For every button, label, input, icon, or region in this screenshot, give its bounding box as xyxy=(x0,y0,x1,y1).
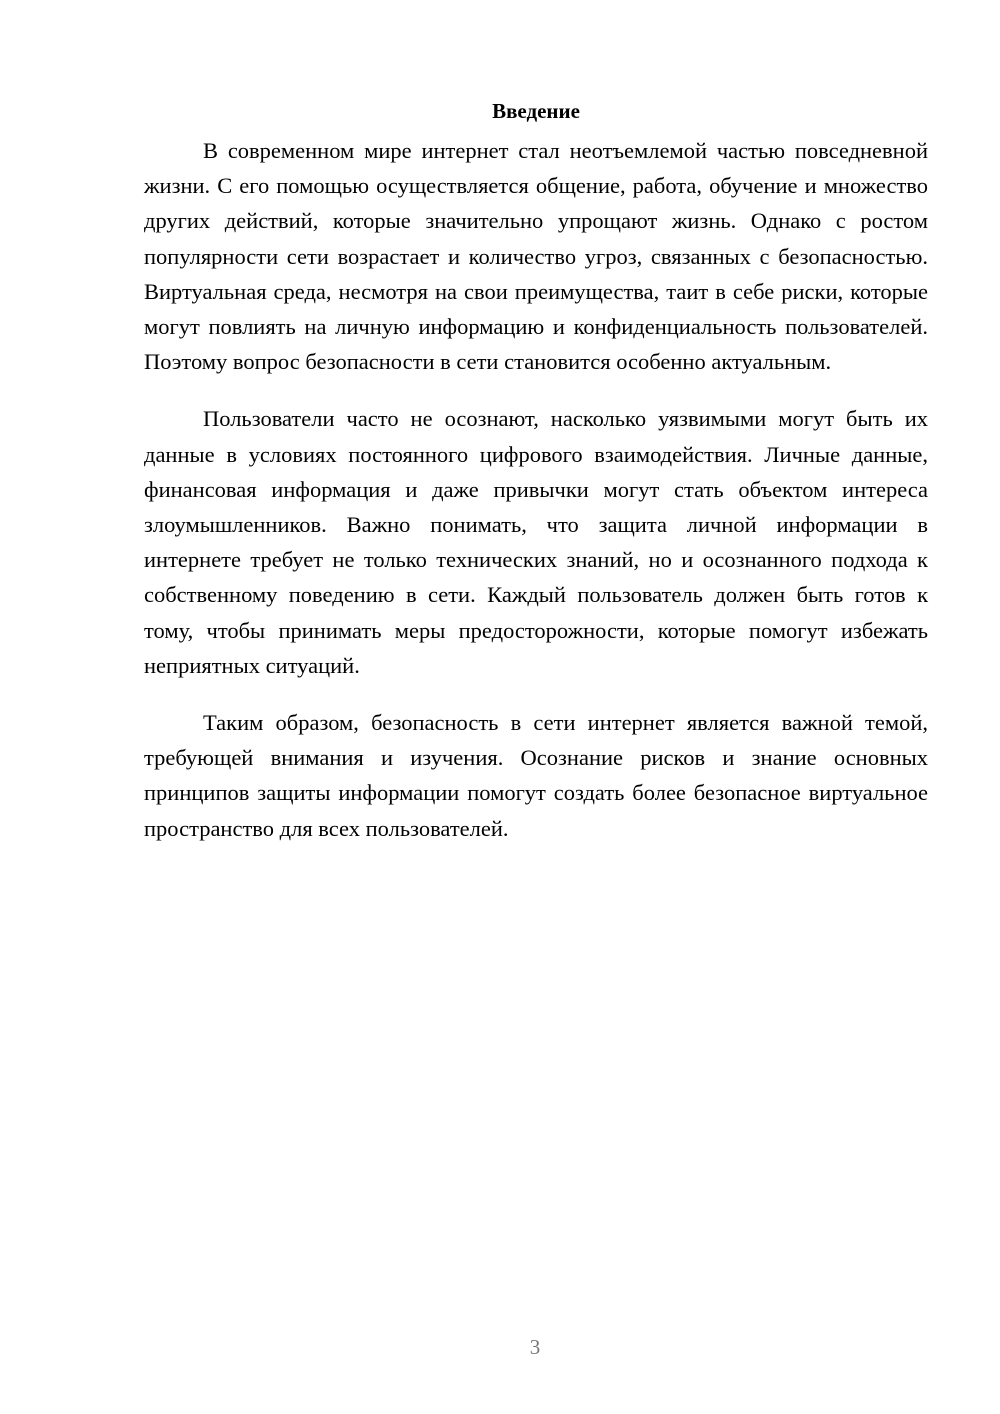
paragraph-3: Таким образом, безопасность в сети интернет является важной темой, требующей внимания и изучения. Осознание рисков и знание основных принципов защиты информации помогут создать более безопасное виртуальное пространство для всех пользователей. xyxy=(144,710,928,841)
section-heading: Введение xyxy=(492,99,580,123)
page-content xyxy=(144,96,928,868)
page-number: 3 xyxy=(529,1335,541,1359)
paragraph-1: В современном мире интернет стал неотъемлемой частью повседневной жизни. С его помощью осуществляется общение, работа, обучение и множество других действий, которые значительно упрощают жизнь. Однако с ростом популярности сети возрастает и количество угроз, связанных с безопасностью. Виртуальная среда, несмотря на свои преимущества, таит в себе риски, которые могут повлиять на личную информацию и конфиденциальность пользователей. Поэтому вопрос безопасности в сети становится особенно актуальным. xyxy=(144,138,928,375)
paragraph-2: Пользователи часто не осознают, насколько уязвимыми могут быть их данные в условиях постоянного цифрового взаимодействия. Личные данные, финансовая информация и даже привычки могут стать объектом интереса злоумышленников. Важно понимать, что защита личной информации в интернете требует не только технических знаний, но и осознанного подхода к собственному поведению в сети. Каждый пользователь должен быть готов к тому, чтобы принимать меры предосторожности, которые помогут избежать неприятных ситуаций. xyxy=(144,406,928,678)
